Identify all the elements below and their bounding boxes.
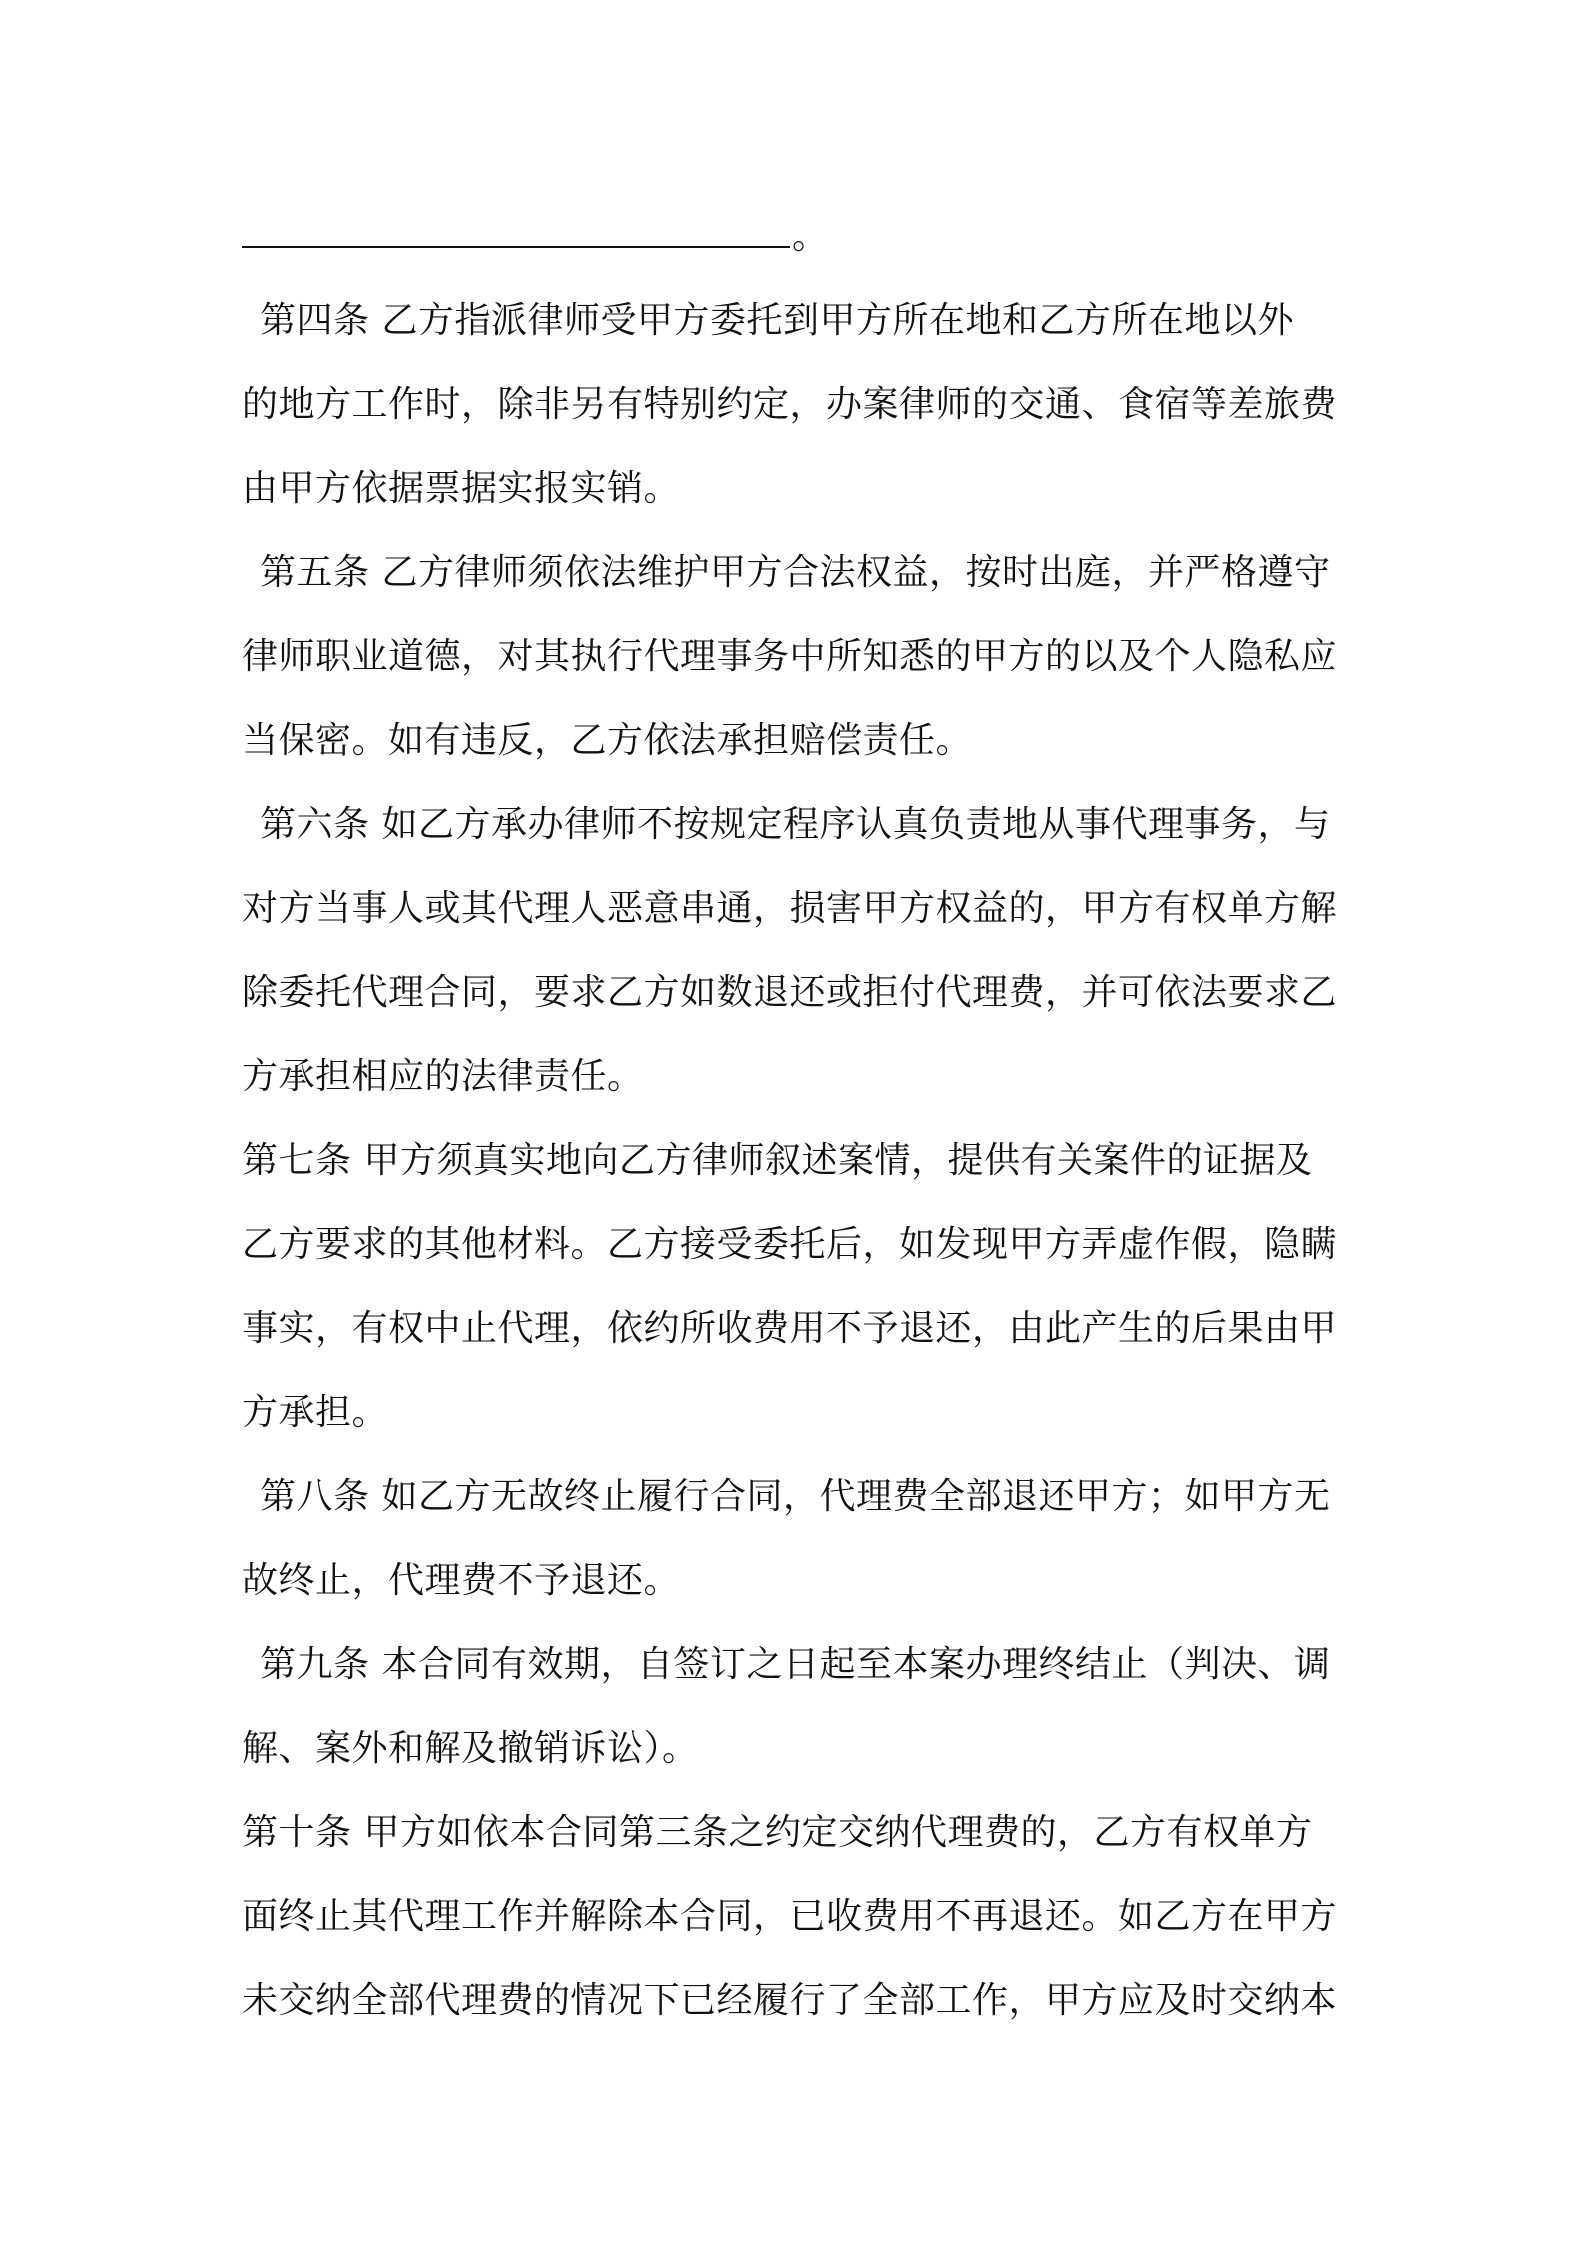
text-line: 除委托代理合同，要求乙方如数退还或拒付代理费，并可依法要求乙 [242,972,1338,1013]
text-line: 第五条 乙方律师须依法维护甲方合法权益，按时出庭，并严格遵守 [260,552,1331,593]
text-line: 方承担相应的法律责任。 [242,1056,644,1097]
fill-in-blank [242,212,790,248]
text-line: 第七条 甲方须真实地向乙方律师叙述案情，提供有关案件的证据及 [242,1140,1313,1181]
text-line: 解、案外和解及撤销诉讼）。 [242,1728,699,1769]
text-line: 第六条 如乙方承办律师不按规定程序认真负责地从事代理事务，与 [260,804,1331,845]
text-line: 乙方要求的其他材料。乙方接受委托后，如发现甲方弄虚作假，隐瞒 [242,1224,1338,1265]
text-line: 故终止，代理费不予退还。 [242,1560,681,1601]
blank-fill-line [242,195,1362,279]
text-line: 方承担。 [242,1392,389,1433]
text-line: 第四条 乙方指派律师受甲方委托到甲方所在地和乙方所在地以外 [260,300,1294,341]
text-line: 由甲方依据票据实报实销。 [242,468,681,509]
line-end-punctuation: 。 [792,216,829,257]
text-line: 律师职业道德，对其执行代理事务中所知悉的甲方的以及个人隐私应 [242,636,1338,677]
text-line: 当保密。如有违反，乙方依法承担赔偿责任。 [242,720,973,761]
text-line: 第八条 如乙方无故终止履行合同，代理费全部退还甲方；如甲方无 [260,1476,1331,1517]
text-line: 的地方工作时，除非另有特别约定，办案律师的交通、食宿等差旅费 [242,384,1338,425]
text-line: 未交纳全部代理费的情况下已经履行了全部工作，甲方应及时交纳本 [242,1980,1338,2021]
text-line: 第十条 甲方如依本合同第三条之约定交纳代理费的，乙方有权单方 [242,1812,1313,1853]
text-line: 事实，有权中止代理，依约所收费用不予退还，由此产生的后果由甲 [242,1308,1338,1349]
paragraph-lines [242,279,1362,2043]
document-body [242,195,1362,2043]
text-line: 面终止其代理工作并解除本合同，已收费用不再退还。如乙方在甲方 [242,1896,1338,1937]
text-line: 第九条 本合同有效期，自签订之日起至本案办理终结止（判决、调 [260,1644,1331,1685]
text-line: 对方当事人或其代理人恶意串通，损害甲方权益的，甲方有权单方解 [242,888,1338,929]
